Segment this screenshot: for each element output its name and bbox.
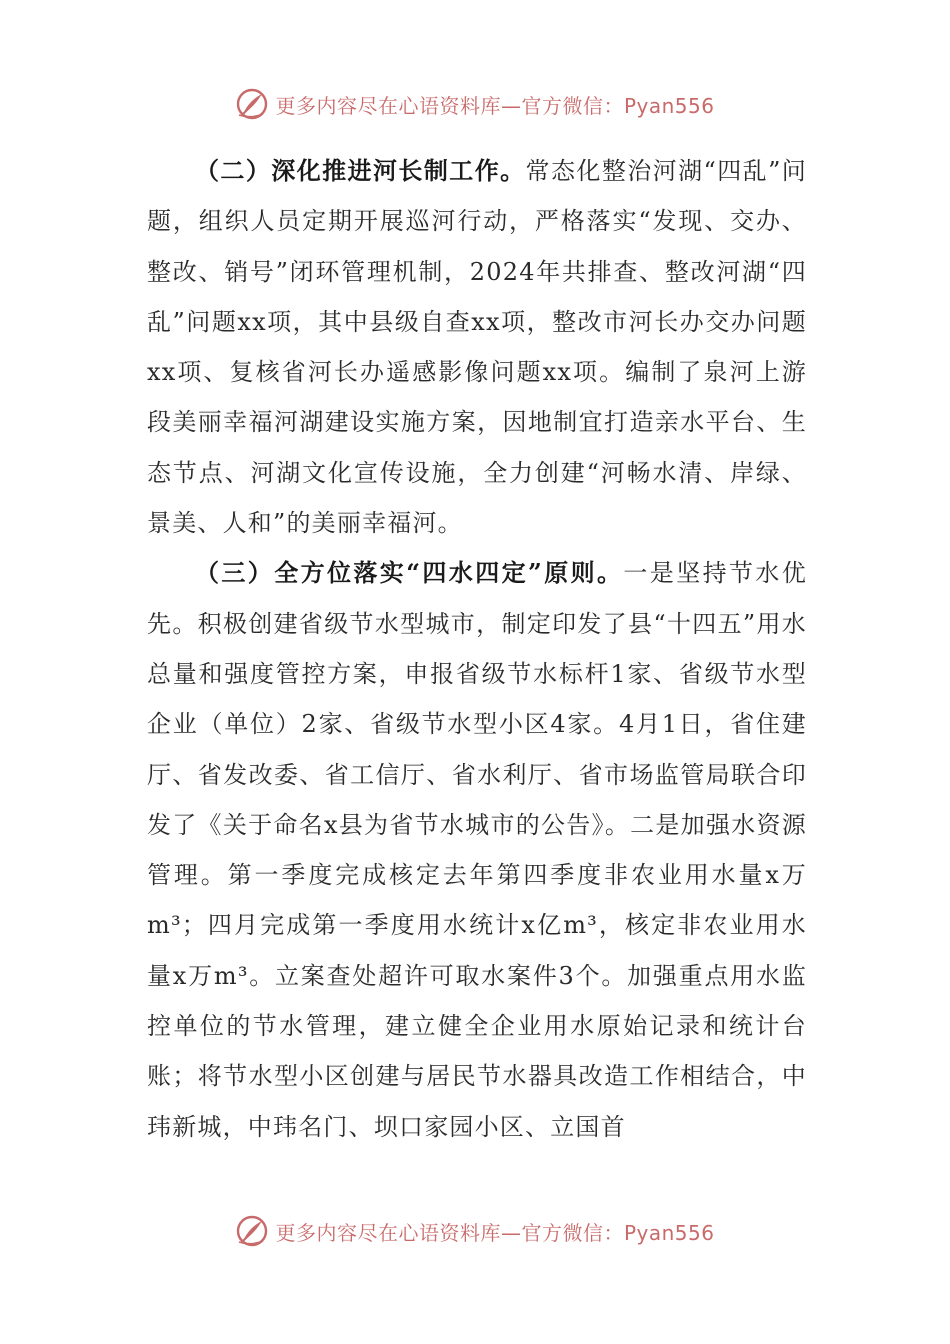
document-body xyxy=(147,146,807,1152)
paragraph-river-chief xyxy=(147,146,807,548)
paragraph-heading: （二）深化推进河长制工作。 xyxy=(195,156,526,185)
quill-logo-icon xyxy=(235,1214,269,1248)
watermark-text: 更多内容尽在心语资料库—官方微信：Pyan556 xyxy=(275,1220,715,1245)
paragraph-heading: （三）全方位落实“四水四定”原则。 xyxy=(195,558,624,588)
paragraph-four-water xyxy=(147,548,807,1152)
header-watermark-banner xyxy=(0,84,950,124)
watermark-text: 更多内容尽在心语资料库—官方微信：Pyan556 xyxy=(275,93,715,118)
paragraph-text: 常态化整治河湖“四乱”问题，组织人员定期开展巡河行动，严格落实“发现、交办、整改、销号”闭环管理机制，2024年共排查、整改河湖“四乱”问题xx项，其中县级自查xx项，整改市河长办交办问题xx项、复核省河长办遥感影像问题xx项。编制了泉河上游段美丽幸福河湖建设实施方案，因地制宜打造亲水平台、生态节点、河湖文化宣传设施，全力创建“河畅水清、岸绿、景美、人和”的美丽幸福河。 xyxy=(147,157,807,538)
paragraph-text: 一是坚持节水优先。积极创建省级节水型城市，制定印发了县“十四五”用水总量和强度管控方案，申报省级节水标杆1家、省级节水型企业（单位）2家、省级节水型小区4家。4月1日，省住建厅、省发改委、省工信厅、省水利厅、省市场监管局联合印发了《关于命名x县为省节水城市的公告》。二是加强水资源管理。第一季度完成核定去年第四季度非农业用水量x万m³；四月完成第一季度用水统计x亿m³，核定非农业用水量x万m³。立案查处超许可取水案件3个。加强重点用水监控单位的节水管理，建立健全企业用水原始记录和统计台账；将节水型小区创建与居民节水器具改造工作相结合，中玮新城，中玮名门、坝口家园小区、立国首 xyxy=(147,559,808,1141)
quill-logo-icon xyxy=(235,87,269,121)
footer-watermark-banner xyxy=(0,1211,950,1251)
